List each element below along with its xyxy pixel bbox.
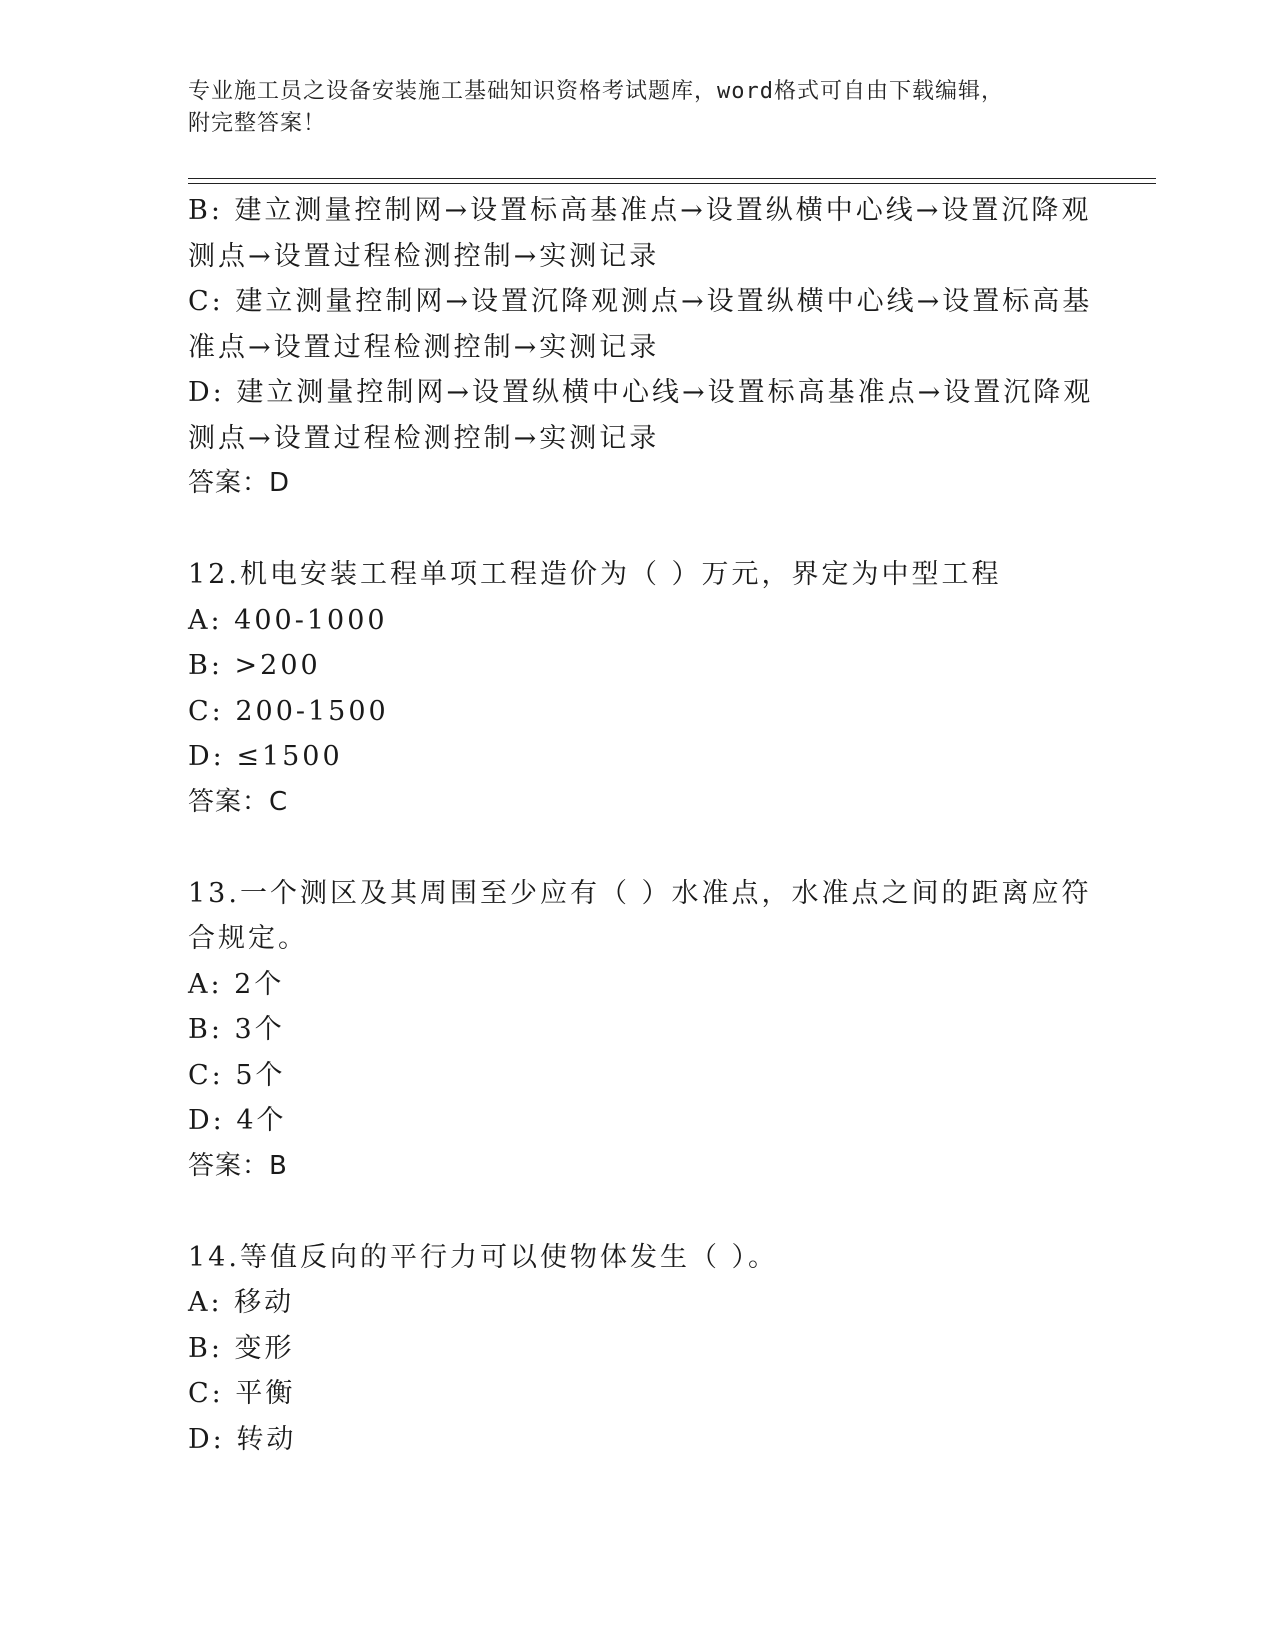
q11-option-d-line-1: D: 建立测量控制网→设置纵横中心线→设置标高基准点→设置沉降观 — [188, 377, 1094, 408]
q13-option-d: D: 4个 — [188, 1105, 287, 1136]
q14-question: 14.等值反向的平行力可以使物体发生（ ）。 — [188, 1241, 779, 1273]
question-list — [188, 188, 1094, 1462]
q11-option-b-line-2: 测点→设置过程检测控制→实测记录 — [188, 240, 660, 272]
q11-option-c-line-1: C: 建立测量控制网→设置沉降观测点→设置纵横中心线→设置标高基 — [188, 286, 1093, 317]
q13-answer: 答案：B — [188, 1150, 288, 1181]
q14-option-a: A: 移动 — [188, 1287, 295, 1318]
q12-option-d: D: ≤1500 — [188, 741, 343, 772]
header-title-line-2: 附完整答案！ — [188, 111, 327, 136]
q12-question: 12.机电安装工程单项工程造价为（ ）万元，界定为中型工程 — [188, 559, 1002, 590]
header-divider-bottom — [188, 183, 1156, 184]
q13-question-line-2: 合规定。 — [188, 923, 308, 954]
question-12 — [188, 552, 1088, 825]
header-title-line-1: 专业施工员之设备安装施工基础知识资格考试题库，word格式可自由下载编辑， — [188, 79, 1004, 104]
document-header — [188, 76, 1068, 140]
question-11 — [188, 188, 1094, 507]
q11-option-c-line-2: 准点→设置过程检测控制→实测记录 — [188, 331, 660, 363]
q14-option-d: D: 转动 — [188, 1423, 297, 1455]
q12-option-b: B: >200 — [188, 650, 321, 681]
q12-answer: 答案：C — [188, 786, 289, 817]
question-13 — [188, 871, 1092, 1190]
q14-option-b: B: 变形 — [188, 1332, 295, 1364]
q11-option-d-line-2: 测点→设置过程检测控制→实测记录 — [188, 422, 660, 454]
q13-question-line-1: 13.一个测区及其周围至少应有（ ）水准点，水准点之间的距离应符 — [188, 877, 1092, 909]
q11-answer: 答案：D — [188, 468, 291, 498]
q13-option-c: C: 5个 — [188, 1059, 286, 1091]
spacer — [188, 507, 1088, 553]
q14-option-c: C: 平衡 — [188, 1378, 296, 1409]
q13-option-b: B: 3个 — [188, 1014, 285, 1045]
spacer — [188, 1189, 1088, 1235]
q12-option-a: A: 400-1000 — [188, 604, 388, 636]
spacer — [188, 825, 1088, 871]
header-divider-top — [188, 178, 1156, 179]
question-14 — [188, 1235, 1088, 1463]
q12-option-c: C: 200-1500 — [188, 695, 389, 727]
q13-option-a: A: 2个 — [188, 968, 285, 1000]
q11-option-b-line-1: B: 建立测量控制网→设置标高基准点→设置纵横中心线→设置沉降观 — [188, 195, 1092, 226]
